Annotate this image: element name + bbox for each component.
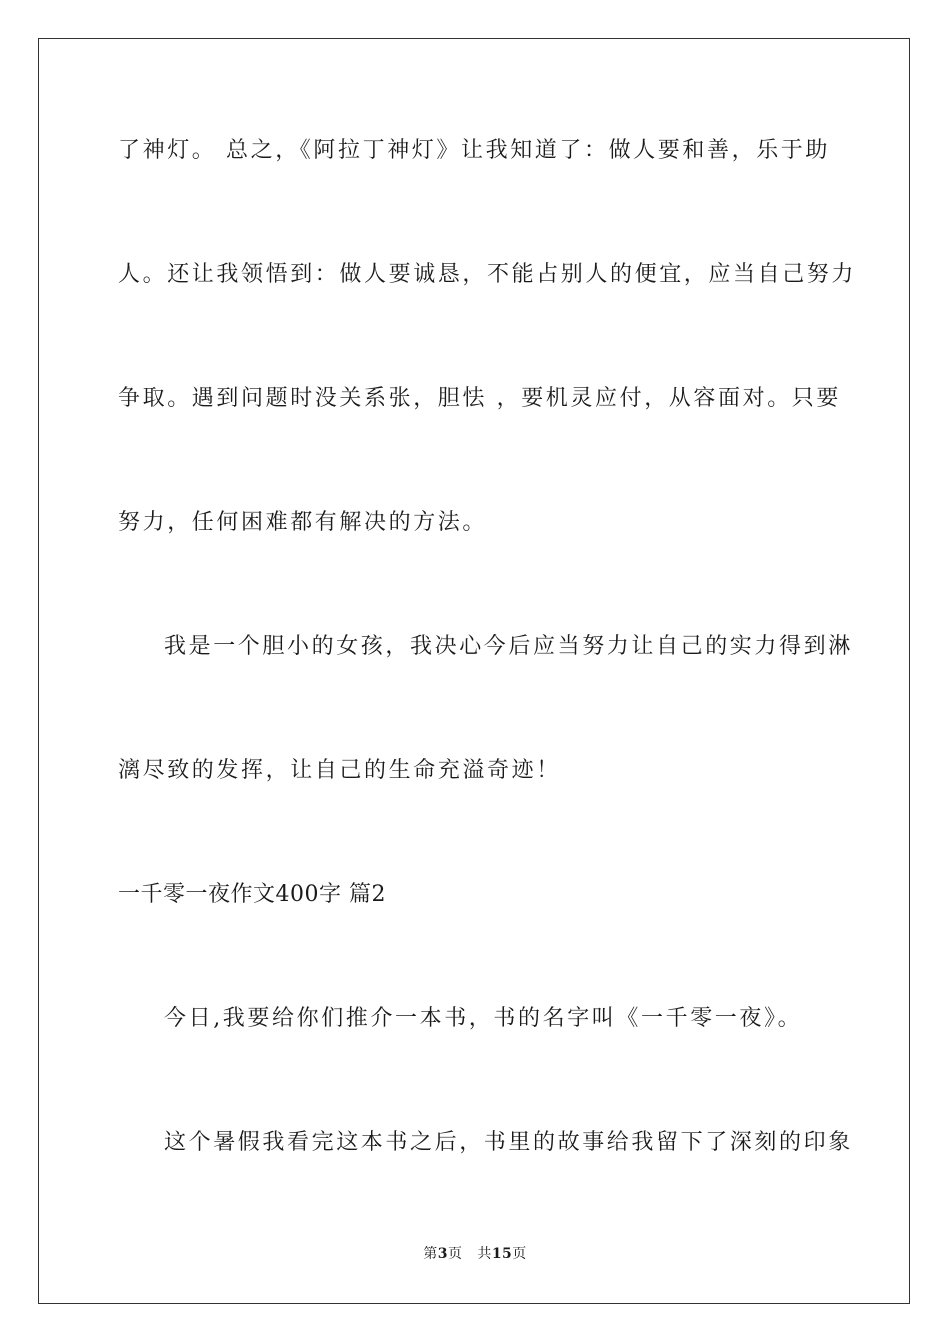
section-heading: 一千零一夜作文400字 篇2: [118, 882, 386, 907]
footer-page-suffix: 页: [447, 1246, 463, 1262]
footer-page-prefix: 第: [423, 1246, 438, 1262]
footer-page-number: 3: [437, 1246, 448, 1262]
page-footer: [0, 1244, 950, 1264]
body-line-4: 努力，任何困难都有解决的方法。: [118, 510, 488, 535]
footer-total-suffix: 页: [512, 1246, 527, 1262]
section-line-1: 今日,我要给你们推介一本书，书的名字叫《一千零一夜》。: [164, 1006, 803, 1031]
footer-total-prefix: 共: [477, 1246, 492, 1262]
body-line-6: 漓尽致的发挥，让自己的生命充溢奇迹！: [118, 758, 561, 783]
body-line-3: 争取。遇到问题时没关系张，胆怯 ，要机灵应付，从容面对。只要: [118, 386, 841, 411]
body-line-1: 了神灯。 总之，《阿拉丁神灯》让我知道了：做人要和善，乐于助: [118, 138, 830, 163]
body-line-2: 人。还让我领悟到：做人要诚恳，不能占别人的便宜，应当自己努力: [118, 262, 857, 287]
body-line-5: 我是一个胆小的女孩，我决心今后应当努力让自己的实力得到淋: [164, 634, 853, 659]
section-line-2: 这个暑假我看完这本书之后，书里的故事给我留下了深刻的印象: [164, 1130, 853, 1155]
footer-total-pages: 15: [491, 1246, 513, 1262]
page-frame: [38, 38, 910, 1304]
